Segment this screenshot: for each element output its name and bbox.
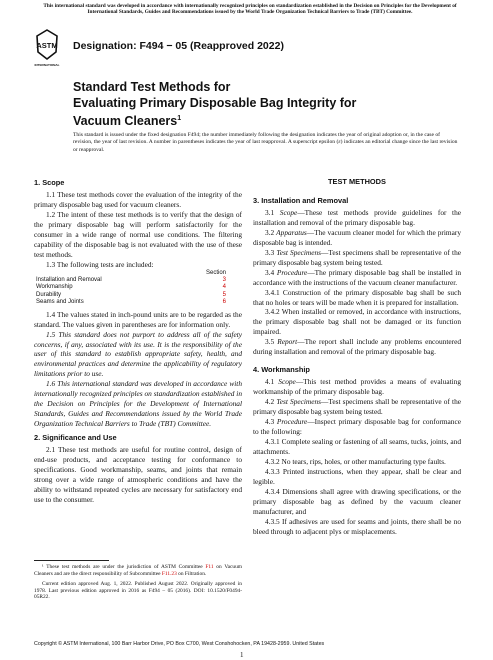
- test-section-link[interactable]: 4: [222, 284, 226, 291]
- table-row: [36, 299, 226, 306]
- left-column: [34, 173, 242, 505]
- tests-table-header: Section: [205, 269, 226, 276]
- footnote-1-text: on Vacuum Cleaners and are the direct responsibility of Subcommittee: [34, 564, 242, 577]
- para-1-2: 1.2 The intent of these test methods is to verify that the design of the primary disposable bag will perform satisfactorily for the consumer in a wide range of normal use conditions. The filtering capability of the disposable bag is not evaluated with the use of these test methods.: [34, 209, 242, 259]
- para-2-1: 2.1 These test methods are useful for routine control, design of end-use products, and acceptance testing for conformance to specifications. Good workmanship, seams, and joints that remain strong over a wide range of atmospheric conditions and have the ability to withstand repeated cycles are necessary for satisfactory end use to the consumer.: [34, 445, 242, 504]
- para-3-5: 3.5 Report—The report shall include any problems encountered during installation and removal of the primary disposable bag.: [253, 337, 461, 357]
- test-section-link[interactable]: 5: [222, 291, 226, 298]
- designation: Designation: F494 − 05 (Reapproved 2022): [73, 40, 284, 52]
- para-4-1: 4.1 Scope—This test method provides a means of evaluating workmanship of the primary disposable bag.: [253, 377, 462, 397]
- copyright-line: Copyright © ASTM International, 100 Barr Harbor Drive, PO Box C700, West Conshohocken, PA 19428-2959. United States: [34, 641, 325, 647]
- test-name: Seams and Joints: [36, 299, 84, 306]
- section-4-heading: 4. Workmanship: [253, 365, 310, 375]
- footnote-1-text: on Filtration.: [176, 570, 207, 577]
- svg-text:INTERNATIONAL: INTERNATIONAL: [34, 63, 60, 67]
- para-1-5: 1.5 This standard does not purport to address all of the safety concerns, if any, associated with its use. It is the responsibility of the user of this standard to establish appropriate safety, health, and environmental practices and determine the applicability of regulatory limitations prior to use.: [34, 329, 242, 379]
- title-line-1: Standard Test Methods for: [73, 80, 231, 94]
- para-3-4-1: 3.4.1 Construction of the primary disposable bag shall be such that no holes or tears will be made when it is prepared for installation.: [253, 287, 461, 307]
- committee-link[interactable]: F11: [205, 564, 214, 570]
- para-1-1: 1.1 These test methods cover the evaluation of the integrity of the primary disposable bag used for vacuum cleaners.: [34, 190, 242, 209]
- para-4-3: 4.3 Procedure—Inspect primary disposable bag for conformance to the following:: [253, 417, 461, 437]
- para-4-3-3: 4.3.3 Printed instructions, when they appear, shall be clear and legible.: [253, 466, 461, 486]
- table-row: [36, 277, 226, 284]
- test-section-link[interactable]: 3: [222, 277, 226, 284]
- test-name: Installation and Removal: [36, 277, 102, 284]
- test-name: Workmanship: [36, 284, 73, 291]
- svg-text:ASTM: ASTM: [36, 41, 58, 50]
- para-3-4-2: 3.4.2 When installed or removed, in accordance with instructions, the primary disposable bag shall not be damaged or its function impaired.: [253, 307, 461, 337]
- table-row: [36, 292, 226, 299]
- para-1-3: 1.3 The following tests are included:: [46, 259, 154, 269]
- section-3-heading: 3. Installation and Removal: [253, 195, 349, 205]
- footnote-2: Current edition approved Aug. 1, 2022. Published August 2022. Originally approved in 1978. Last previous edition approved in 2016 as F494 – 05 (2016). DOI: 10.1520/F0494-05R22.: [34, 581, 242, 601]
- para-4-2: 4.2 Test Specimens—Test specimens shall be representative of the primary disposable bag system being tested.: [253, 397, 462, 417]
- para-4-3-5: 4.3.5 If adhesives are used for seams and joints, there shall be no bleed through to adjacent plys or misplacements.: [253, 516, 461, 536]
- footnote-1: [34, 564, 242, 577]
- test-name: Durability: [36, 291, 62, 298]
- test-section-link[interactable]: 6: [222, 299, 226, 306]
- title-footnote-mark: 1: [177, 115, 182, 122]
- footnotes: [34, 564, 242, 601]
- table-row: [36, 284, 226, 291]
- right-column: [253, 173, 461, 537]
- footnote-1-text: ¹ These test methods are under the jurisdiction of ASTM Committee: [42, 564, 206, 570]
- document-title: [73, 80, 403, 130]
- footnote-divider: [34, 560, 109, 561]
- para-1-6: 1.6 This international standard was developed in accordance with internationally recognized principles on standardization established in the Decision on Principles for the Development of International Standards, Guides and Recommendations issued by the World Trade Organization Technical Barriers to Trade (TBT) Committee.: [34, 379, 242, 429]
- tests-table: [36, 270, 226, 307]
- issuance-note: This standard is issued under the fixed designation F494; the number immediately following the designation indicates the year of original adoption or, in the case of revision, the year of last revision. A number in parentheses indicates the year of last reapproval. A superscript epsilon (ε) indicates an editorial change since the last revision or reapproval.: [73, 132, 458, 153]
- para-4-3-1: 4.3.1 Complete sealing or fastening of all seams, tucks, joints, and attachments.: [253, 436, 461, 456]
- section-1-heading: 1. Scope: [34, 178, 65, 187]
- para-4-3-4: 4.3.4 Dimensions shall agree with drawing specifications, or the primary disposable bag as defined by the vacuum cleaner manufacturer, and: [253, 486, 461, 516]
- wto-notice: This international standard was developed in accordance with internationally recognized principles on standardization established in the Decision on Principles for the Development of International Standards, Guides and Recommendations issued by the World Trade Organization Technical Barriers to Trade (TBT) Committee.: [43, 3, 457, 16]
- para-3-3: 3.3 Test Specimens—Test specimens shall be representative of the primary disposable bag system being tested.: [253, 247, 462, 267]
- para-1-4: 1.4 The values stated in inch-pound units are to be regarded as the standard. The values given in parentheses are for information only.: [34, 309, 242, 329]
- para-4-3-2: 4.3.2 No tears, rips, holes, or other manufacturing type faults.: [265, 456, 446, 466]
- title-main: Evaluating Primary Disposable Bag Integrity for Vacuum Cleaners: [73, 95, 357, 129]
- test-methods-heading: TEST METHODS: [328, 177, 386, 186]
- subcommittee-link[interactable]: F11.23: [161, 570, 177, 577]
- para-3-1: 3.1 Scope—These test methods provide guidelines for the installation and removal of the primary disposable bag.: [253, 207, 461, 227]
- para-3-2: 3.2 Apparatus—The vacuum cleaner model for which the primary disposable bag is intended.: [253, 227, 462, 247]
- section-2-heading: 2. Significance and Use: [34, 433, 117, 443]
- page-number: 1: [240, 651, 244, 659]
- astm-logo: [34, 28, 60, 72]
- para-3-4: 3.4 Procedure—The primary disposable bag shall be installed in accordance with the instructions of the vacuum cleaner manufacturer.: [253, 267, 461, 287]
- title-line-2: [73, 96, 403, 130]
